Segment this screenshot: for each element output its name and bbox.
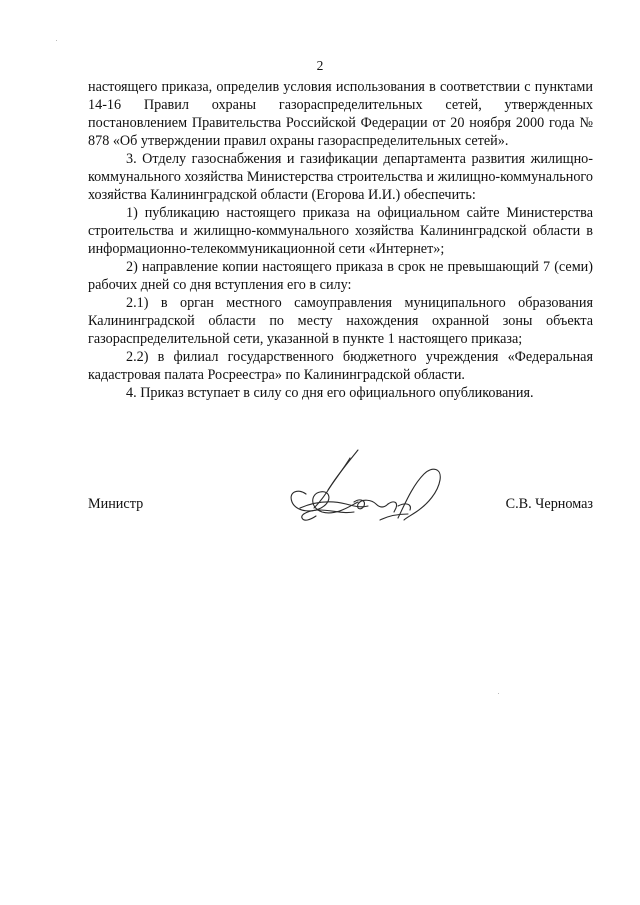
paragraph-item-2-1: 2.1) в орган местного самоуправления муниципального образования Калининградской области по месту нахождения охранной зоны объекта газораспределительной сети, указанной в пункте 1 настоящего приказа; (88, 295, 593, 347)
signature-icon (280, 448, 460, 538)
scan-speck (498, 693, 499, 694)
signer-title: Министр (88, 496, 144, 512)
paragraph-item-3-2: 2) направление копии настоящего приказа в срок не превышающий 7 (семи) рабочих дней со дня вступления его в силу: (88, 259, 593, 293)
document-body (88, 78, 593, 402)
paragraph-item-4: 4. Приказ вступает в силу со дня его официального опубликования. (126, 385, 534, 401)
paragraph-item-2-2: 2.2) в филиал государственного бюджетного учреждения «Федеральная кадастровая палата Росреестра» по Калининградской области. (88, 349, 593, 383)
scan-speck (56, 40, 57, 41)
page-number: 2 (316, 58, 324, 73)
paragraph-item-3: 3. Отделу газоснабжения и газификации департамента развития жилищно-коммунального хозяйства Министерства строительства и жилищно-коммунального хозяйства Калининградской области (Егорова И.И.) обеспечить: (88, 151, 593, 203)
paragraph-item-3-1: 1) публикацию настоящего приказа на официальном сайте Министерства строительства и жилищно-коммунального хозяйства Калининградской области в информационно-телекоммуникационной сети «Интернет»; (88, 205, 593, 257)
signer-name: С.В. Черномаз (505, 496, 593, 512)
paragraph-continuation: настоящего приказа, определив условия использования в соответствии с пунктами 14-16 Правил охраны газораспределительных сетей, утвержденных постановлением Правительства Российской Федерации от 20 ноября 2000 года № 878 «Об утверждении правил охраны газораспределительных сетей». (88, 79, 593, 149)
